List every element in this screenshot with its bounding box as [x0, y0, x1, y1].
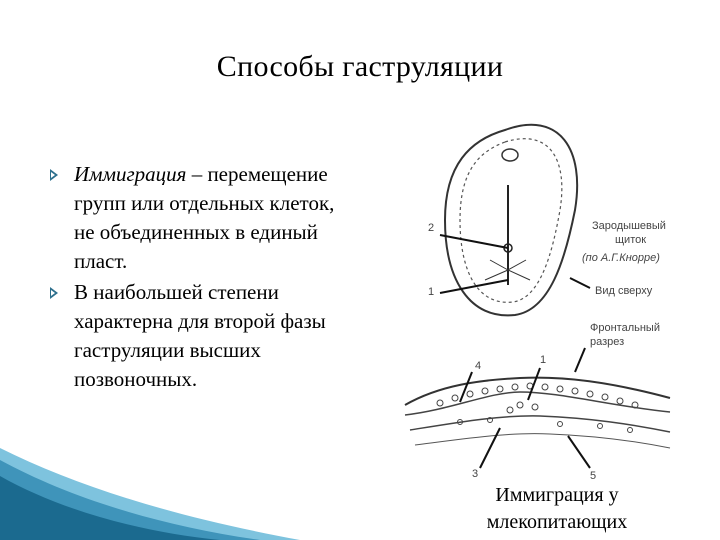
gastrulation-figure	[400, 110, 680, 490]
marker-number: 1	[428, 286, 435, 298]
label-author: (по А.Г.Кнорре)	[582, 252, 660, 264]
bullet-term: Иммиграция	[74, 162, 187, 186]
marker-number: 1	[540, 354, 547, 366]
triangle-bullet-icon	[50, 287, 58, 299]
marker-number: 5	[590, 470, 597, 482]
figure-caption	[462, 482, 652, 536]
marker-number: 4	[475, 360, 482, 372]
label-top-view: Вид сверху	[595, 285, 653, 297]
embryo-drawing	[400, 110, 680, 490]
caption-line-2: млекопитающих	[486, 511, 628, 533]
bullet-text: – перемещение групп или отдельных клеток, не объединенных в единый пласт.	[74, 162, 335, 273]
decorative-wave	[0, 448, 300, 540]
marker-number: 3	[472, 468, 479, 480]
label-frontal-section: Фронтальный	[590, 322, 660, 334]
bullet-text: В наибольшей степени характерна для второй фазы гаструляции высших позвоночных.	[74, 280, 326, 391]
caption-line-1: Иммиграция у	[495, 484, 619, 506]
marker-number: 2	[428, 222, 435, 234]
label-embryonic-shield-2: щиток	[615, 234, 647, 246]
bullet-item	[50, 278, 340, 394]
bullet-item	[50, 160, 340, 276]
label-frontal-section-2: разрез	[590, 336, 625, 348]
label-embryonic-shield: Зародышевый	[592, 220, 666, 232]
slide-title: Способы гаструляции	[216, 50, 504, 83]
bullet-list	[50, 160, 340, 396]
triangle-bullet-icon	[50, 169, 58, 181]
